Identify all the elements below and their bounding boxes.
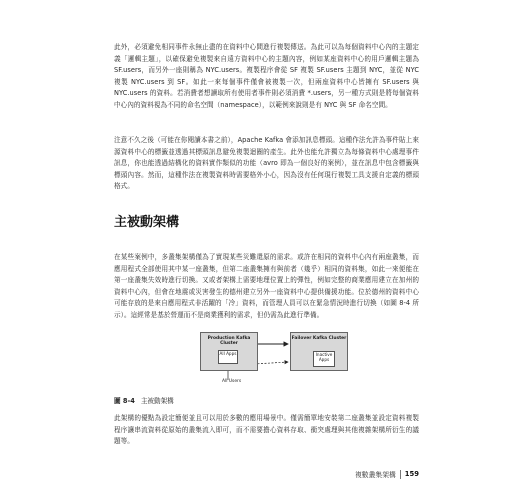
- footer-divider: [400, 470, 401, 479]
- failover-arrow: [254, 362, 288, 364]
- figure-title: 主被動架構: [140, 397, 174, 405]
- body-paragraph: 注意不久之後（可能在你閱讀本書之前），Apache Kafka 會添加訊息標頭。這種作法允許為事件貼上來源資料中心的標籤並透過其標頭訊息避免複製迴圈的產生。此外也能允許獨立為每條資料中心處理事件訊息，你也能透過結構化的資料實作類似的功能（avro 即為一個良好的案例），並在訊息中包含標籤與標頭內容。然而，這種作法在複製資料時需要格外小心，因為沒有任何現行複製工具支援自定義的標頭格式。: [114, 136, 419, 191]
- page-footer: [355, 469, 419, 479]
- footer-section-title: 複數叢集架構: [355, 471, 396, 479]
- all-users-label: All Users: [222, 379, 242, 384]
- production-cluster-label: Production Kafka Cluster: [207, 336, 251, 347]
- production-apps-box: [218, 350, 238, 364]
- body-paragraph: 此外，必須避免相同事件永無止盡的在資料中心間進行複製傳送。為此可以為每個資料中心內的主題定義「邏輯主題」，以確保避免複製來自遠方資料中心的主題內容，例如某座資料中心的用戶邏輯主題為 SF.users，而另外一座則稱為 NYC.users。複製程序會從 SF 複製 SF.users 主題到 NYC，並從 NYC 複製 NYC.users 到 SF。如此一來每個事件僅會被複製一次，但兩座資料中心皆擁有 SF.users 與 NYC.users 的資料。若消費者想讀取所有使用者事件則必須消費 *.users，另一種方式則是將每個資料中心內的資料視為不同的命名空間（namespace），以範例來說則是有 NYC 與 SF 命名空間。: [114, 43, 419, 109]
- body-paragraph: 此架構的優點為設定簡便並且可以用於多數的應用場景中。僅需簡單地安裝第二座叢集並設定資料複製程序讓串流資料從原始的叢集流入即可，而不需要擔心資料存取、衝突處理與其他複雜架構所衍生的議題等。: [114, 414, 419, 446]
- failover-apps-label: Inactive Apps: [315, 352, 333, 362]
- body-paragraph: 在某些案例中，多叢集架構僅為了實現某些災難還原的需求。或許在相同的資料中心內有兩座叢集，而應用程式全部使用其中某一座叢集，但第二座叢集擁有與前者（幾乎）相同的資料集，如此一來便能在第一座叢集失效時進行切換。又或者架構上需要地理位置上的彈性，例如完整的商業應用建立在加州的資料中心內，但會在地震或災害發生的德州建立另外一座資料中心提供備援功能。位於德州的資料中心可能存放的是來自應用程式非活躍的「冷」資料，而管理人員可以在緊急情況時進行切換（如圖 8-4 所示）。這經常是基於營運而不是商業獲利的需求，但仍需為此進行準備。: [114, 253, 419, 319]
- failover-cluster-label: Failover Kafka Cluster: [291, 336, 347, 341]
- failover-apps-box: [313, 351, 335, 367]
- page-number: 159: [404, 470, 419, 478]
- section-heading: 主被動架構: [114, 215, 180, 230]
- active-passive-diagram: [190, 332, 362, 390]
- production-apps-label: All Apps: [219, 351, 237, 356]
- figure-number: 圖 8-4: [114, 397, 135, 405]
- figure-caption: [114, 395, 174, 405]
